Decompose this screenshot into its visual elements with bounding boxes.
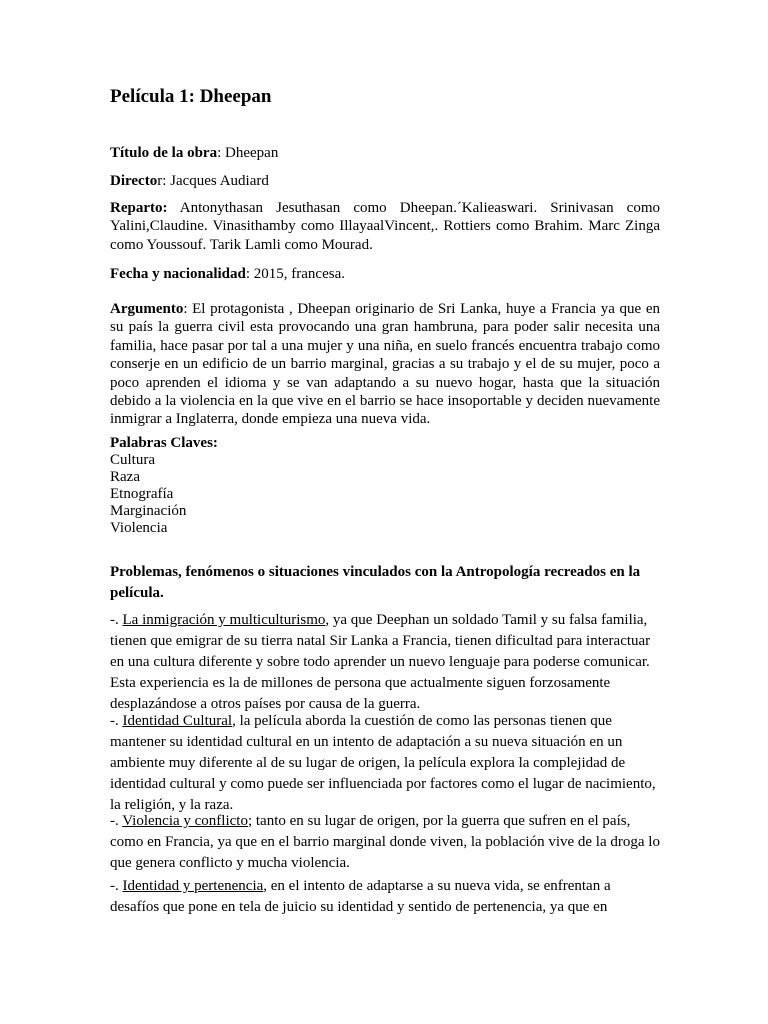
document-page <box>110 0 660 1024</box>
keyword-item: Raza <box>110 469 140 485</box>
problema-text: , la película aborda la cuestión de como las personas tienen que mantener su identidad cultural en un intento de adaptación a su nueva situación en un ambiente muy diferente al de su lugar de origen, la película explora la complejidad de identidad cultural y como puede ser influenciada por factores como el lugar de nacimiento, la religión, y la raza. <box>110 713 656 813</box>
reparto-paragraph <box>110 199 660 254</box>
problema-term: Violencia y conflicto <box>122 813 248 829</box>
problema-prefix: -. <box>110 612 123 628</box>
obra-value: : Dheepan <box>217 145 279 161</box>
director-value: : Jacques Audiard <box>162 173 269 189</box>
problema-prefix: -. <box>110 878 123 894</box>
problema-paragraph-3 <box>110 811 660 874</box>
problema-term: La inmigración y multiculturismo <box>122 612 326 628</box>
problema-paragraph-4 <box>110 876 660 918</box>
problema-text: , en el intento de adaptarse a su nueva vida, se enfrentan a desafíos que pone en tela de juicio su identidad y sentido de pertenencia, ya que en <box>110 878 611 915</box>
problema-paragraph-2 <box>110 711 660 816</box>
fecha-line <box>110 265 660 283</box>
argumento-paragraph <box>110 300 660 429</box>
problema-term: Identidad Cultural <box>122 713 233 729</box>
problema-term: Identidad y pertenencia <box>122 878 264 894</box>
keywords-label: Palabras Claves: <box>110 435 218 451</box>
director-label-tail: r <box>157 173 163 189</box>
reparto-value: Antonythasan Jesuthasan como Dheepan.´Kalieaswari. Srinivasan como Yalini,Claudine. Vinasithamby como IllayaalVincent,. Rottiers como Brahim. Marc Zinga como Youssouf. Tarik Lamli como Mourad. <box>110 200 660 253</box>
problema-prefix: -. <box>110 713 123 729</box>
keyword-item: Marginación <box>110 503 187 519</box>
keywords-list <box>110 452 660 537</box>
problema-paragraph-1 <box>110 610 660 715</box>
keyword-item: Etnografía <box>110 486 174 502</box>
director-line <box>110 172 660 190</box>
obra-label: Título de la obra <box>110 145 218 161</box>
reparto-label: Reparto: <box>110 200 168 216</box>
obra-line <box>110 144 660 162</box>
argumento-value: : El protagonista , Dheepan originario de Sri Lanka, huye a Francia ya que en su país la guerra civil esta provocando una gran hambruna, para poder salir necesita una familia, hace pasar por tal a una mujer y una niña, en suelo francés encuentra trabajo como conserje en un edificio de un barrio marginal, gracias a su trabajo y el de su mujer, poco a poco aprenden el idioma y se van adaptando a su nuevo hogar, hasta que la situación debido a la violencia en la que vive en el barrio se hace insoportable y deciden nuevamente inmigrar a Inglaterra, donde empieza una nueva vida. <box>110 301 660 428</box>
director-label: Directo <box>110 173 158 189</box>
argumento-label: Argumento <box>110 301 184 317</box>
page-title: Película 1: Dheepan <box>110 86 272 107</box>
problema-prefix: -. <box>110 813 123 829</box>
fecha-label: Fecha y nacionalidad <box>110 266 246 282</box>
keyword-item: Cultura <box>110 452 155 468</box>
problema-text: , ya que Deephan un soldado Tamil y su falsa familia, tienen que emigrar de su tierra natal Sir Lanka a Francia, tienen dificultad para interactuar en una cultura diferente y sobre todo aprender un nuevo lenguaje para poderse comunicar. Esta experiencia es la de millones de persona que actualmente siguen forzosamente desplazándose a otros países por causa de la guerra. <box>110 612 651 712</box>
fecha-value: : 2015, francesa. <box>245 266 345 282</box>
problema-text: ; tanto en su lugar de origen, por la guerra que sufren en el país, como en Francia, ya que en el barrio marginal donde viven, la población vive de la droga lo que genera conflicto y mucha violencia. <box>110 813 660 871</box>
problemas-heading: Problemas, fenómenos o situaciones vinculados con la Antropología recreados en la película. <box>110 564 641 601</box>
keyword-item: Violencia <box>110 520 168 536</box>
keywords-section <box>110 435 660 537</box>
